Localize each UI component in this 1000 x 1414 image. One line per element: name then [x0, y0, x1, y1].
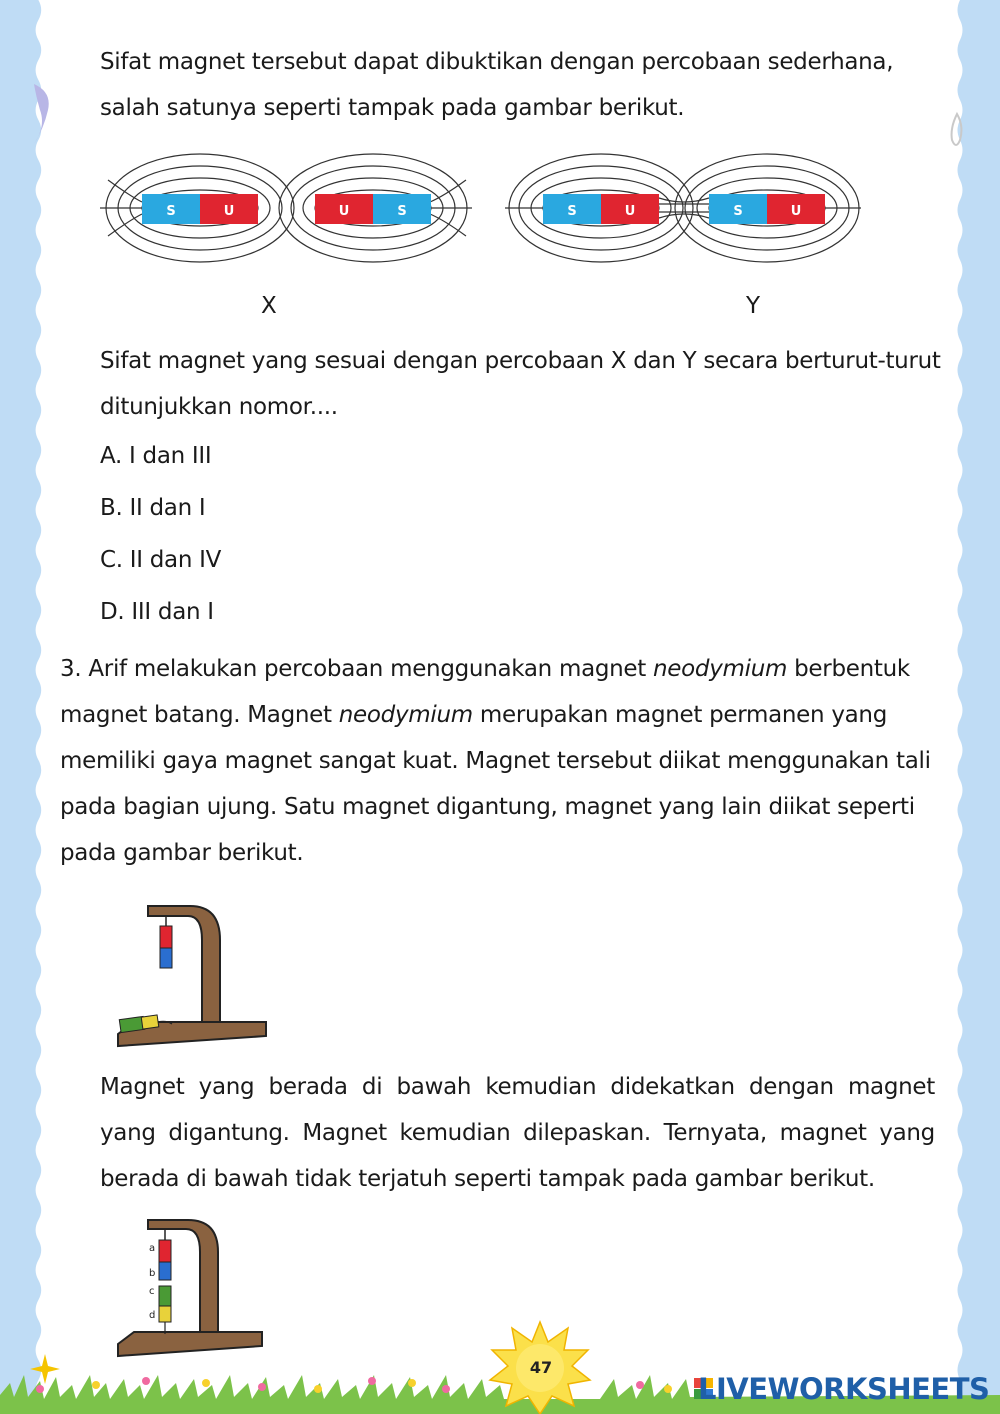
followup-paragraph: Magnet yang berada di bawah kemudian didekatkan dengan magnet yang digantung. Magnet kemudian dilepaskan. Ternyata, magnet yang berada di bawah tidak terjatuh seperti tampak pada gambar berikut.: [100, 1074, 935, 1192]
option-c[interactable]: C. II dan IV: [100, 547, 222, 573]
stand-label-a: a: [149, 1243, 156, 1254]
question-3-number: 3.: [60, 656, 82, 682]
figure-x-label: X: [261, 293, 277, 319]
option-d[interactable]: D. III dan I: [100, 599, 214, 625]
option-b[interactable]: B. II dan I: [100, 495, 206, 521]
stand-label-b: b: [149, 1268, 156, 1279]
page-number: 47: [529, 1358, 553, 1377]
pole-s-label: S: [567, 204, 577, 219]
figure-y-label: Y: [746, 293, 761, 319]
magnet-figure-x: [100, 140, 475, 275]
pole-s-label: S: [166, 204, 176, 219]
stacked-magnet-stand-figure: [112, 1214, 267, 1359]
pole-u-label: U: [338, 204, 350, 219]
shell-decoration-icon: [948, 110, 966, 152]
question-paragraph: Sifat magnet yang sesuai dengan percobaan X dan Y secara berturut-turut ditunjukkan nomor....: [100, 348, 941, 420]
pole-u-label: U: [790, 204, 802, 219]
magnet-figure-y: [505, 140, 865, 275]
hanging-magnet-stand-figure: [112, 900, 272, 1052]
swirl-decoration-icon: [26, 78, 56, 150]
intro-paragraph: Sifat magnet tersebut dapat dibuktikan dengan percobaan sederhana, salah satunya seperti tampak pada gambar berikut.: [100, 49, 894, 121]
right-wavy-edge: [955, 0, 967, 1414]
left-wavy-edge: [30, 0, 44, 1414]
liveworksheets-brand[interactable]: LIVEWORKSHEETS: [698, 1372, 990, 1406]
sparkle-icon: [30, 1354, 60, 1384]
pole-u-label: U: [624, 204, 636, 219]
option-a[interactable]: A. I dan III: [100, 443, 212, 469]
stand-label-d: d: [149, 1310, 156, 1321]
pole-s-label: S: [733, 204, 743, 219]
pole-u-label: U: [223, 204, 235, 219]
pole-s-label: S: [397, 204, 407, 219]
question-3-paragraph: 3. Arif melakukan percobaan menggunakan magnet neodymium berbentuk magnet batang. Magnet neodymium merupakan magnet permanen yang memiliki gaya magnet sangat kuat. Magnet tersebut diikat menggunakan tali pada bagian ujung. Satu magnet digantung, magnet yang lain diikat seperti pada gambar berikut.: [60, 656, 931, 866]
stand-label-c: c: [149, 1286, 155, 1297]
